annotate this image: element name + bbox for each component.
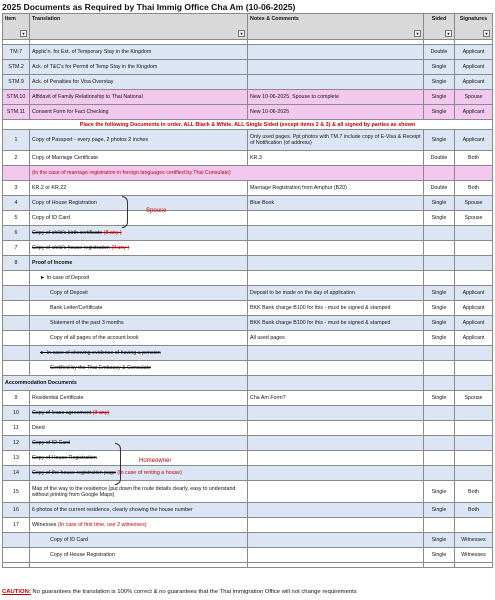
table-row: Copy of all pages of the account book All used pages Single Applicant: [3, 331, 493, 346]
table-row: ► In case of showing evidence of having a pension: [3, 346, 493, 361]
table-row: Copy of Deposit Deposit to be made on the day of application Single Applicant: [3, 286, 493, 301]
table-row: STM.2 Ack. of T&C's for Permit of Temp Stay in the Kingdom Single Applicant: [3, 60, 493, 75]
table-row: 5 Copy of ID Card Single Spouse: [3, 211, 493, 226]
page-title: 2025 Documents as Required by Thai Immig Office Cha Am (10-06-2025): [2, 2, 296, 12]
homeowner-label: Homeowner: [139, 458, 172, 464]
filter-dropdown-icon[interactable]: ▾: [445, 30, 452, 37]
table-row: 13 Copy of House Registration: [3, 451, 493, 466]
col-signatures[interactable]: Signatures ▾: [455, 14, 493, 40]
filter-dropdown-icon[interactable]: ▾: [20, 30, 27, 37]
table-row: ► In case of Deposit: [3, 271, 493, 286]
table-row: 6 Copy of child's birth certificate (If any ): [3, 226, 493, 241]
spouse-label: Spouse: [146, 208, 167, 214]
table-row: Accommodation Documents: [3, 376, 493, 391]
table-row: 2 Copy of Marriage Certificate KR.3 Double Both: [3, 151, 493, 166]
table-row: (In the case of marriage registration in foreign languages certified by Thai Consulate): [3, 166, 493, 181]
col-notes[interactable]: Notes & Comments ▾: [248, 14, 424, 40]
filter-dropdown-icon[interactable]: ▾: [238, 30, 245, 37]
filter-dropdown-icon[interactable]: ▾: [414, 30, 421, 37]
table-row: Bank Letter/Certificate BKK Bank charge B100 for this - must be signed & stamped Single Applicant: [3, 301, 493, 316]
spouse-brace: [122, 196, 128, 228]
table-row: 9 Residential Certificate Cha Am Form? Single Spouse: [3, 391, 493, 406]
table-row: 4 Copy of House Registration Blue Book Single Spouse: [3, 196, 493, 211]
table-row: STM.11 Consent Form for Fact Checking New 10-06-2025 Single Applicant: [3, 105, 493, 120]
table-row: 7 Copy of child's house registration (If any ): [3, 241, 493, 256]
table-row: STM.10 Affidavit of Family Relationship to Thai National New 10-06-2025. Spouse to complete Single Spouse: [3, 90, 493, 105]
table-row: 3 KR.2 or KR.22 Marriage Registration from Amphur (B20) Double Both: [3, 181, 493, 196]
table-row: 1 Copy of Passport - every page, 2 photos 2 inches Only used pages. Ppt photos with TM.7 include copy of E-Visa & Receipt of Notification (of address) Single Applicant: [3, 130, 493, 151]
table-row: STM.9 Ack. of Penalties for Visa Overstay Single Applicant: [3, 75, 493, 90]
table-row: Copy of ID Card Single Witnesses: [3, 533, 493, 548]
filter-dropdown-icon[interactable]: ▾: [483, 30, 490, 37]
table-row: 12 Copy of ID Card: [3, 436, 493, 451]
col-item[interactable]: Item ▾: [3, 14, 30, 40]
table-row: TM.7 Applic'n. for Ext. of Temporary Stay in the Kingdom Double Applicant: [3, 45, 493, 60]
homeowner-brace: [115, 443, 121, 485]
caution-footer: [2, 589, 357, 595]
col-sided[interactable]: Sided ▾: [424, 14, 455, 40]
table-row: 10 Copy of lease agreement (If any): [3, 406, 493, 421]
instruction-text: Place the following Documents in order. ALL Black & White. ALL Single Sided (except items 2 & 3) & all signed by parties as shown: [3, 120, 493, 130]
table-row: 14 Copy of the house registration page (In case of renting a house): [3, 466, 493, 481]
table-row: 16 6 photos of the current residence, clearly showing the house number Single Both: [3, 503, 493, 518]
documents-table: [2, 13, 493, 568]
table-row: Certified by the Thai Embassy & Consulate: [3, 361, 493, 376]
instruction-row: [3, 120, 493, 130]
caution-label: CAUTION:: [2, 589, 31, 595]
table-row: 8 Proof of Income: [3, 256, 493, 271]
table-row: 15 Map of the way to the residence (put down the route details clearly, easy to understand without printing from Google Maps) Single Both: [3, 481, 493, 503]
table-row: Statement of the past 3 months BKK Bank charge B100 for this - must be signed & stamped Single Applicant: [3, 316, 493, 331]
table-row: Copy of House Registration Single Witnesses: [3, 548, 493, 563]
caution-text: No guarantees the translation is 100% correct & no guarantees that the Thai immigration Office will not change requirements: [30, 589, 357, 595]
table-row: 11 Deed: [3, 421, 493, 436]
header-row: [3, 14, 493, 40]
table-row: 17 Witnesses (In case of first time, use 2 witnesses): [3, 518, 493, 533]
col-translation[interactable]: Translation ▾: [30, 14, 248, 40]
